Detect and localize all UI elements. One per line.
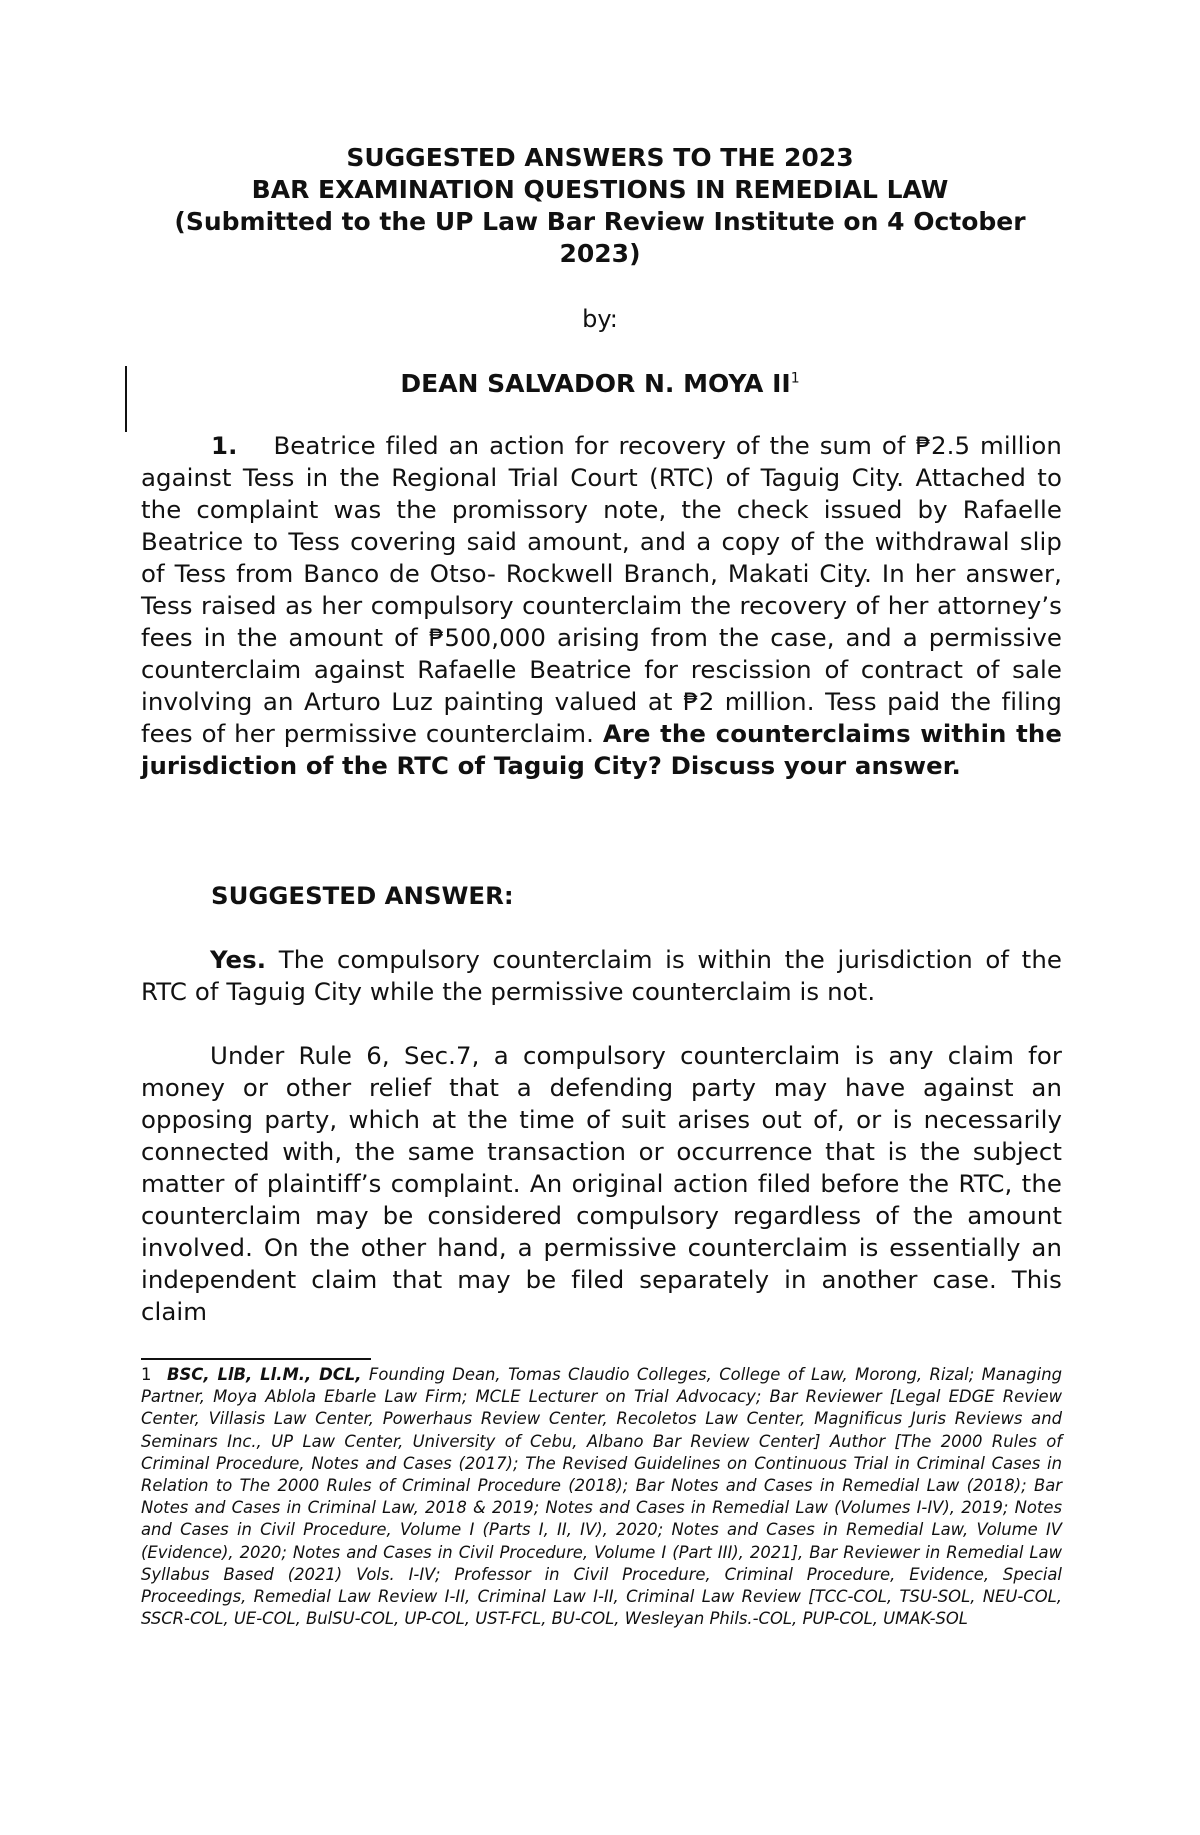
title-line-2: BAR EXAMINATION QUESTIONS IN REMEDIAL LAW [251, 175, 949, 204]
answer-lead: Yes. [210, 945, 267, 974]
author-text: DEAN SALVADOR N. MOYA II [400, 369, 791, 398]
suggested-answer-heading: SUGGESTED ANSWER: [211, 881, 514, 910]
author-name [140, 368, 1060, 400]
title-line-1: SUGGESTED ANSWERS TO THE 2023 [346, 143, 854, 172]
question-text: Beatrice filed an action for recovery of the sum of ₱2.5 million against Tess in the Regional Trial Court (RTC) of Taguig City. Attached to the complaint was the promissory note, the check issued by Rafaelle Beatrice to Tess covering said amount, and a copy of the withdrawal slip of Tess from Banco de Otso- Rockwell Branch, Makati City. In her answer, Tess raised as her compulsory counterclaim the recovery of her attorney’s fees in the amount of ₱500,000 arising from the case, and a permissive counterclaim against Rafaelle Beatrice for rescission of contract of sale involving an Arturo Luz painting valued at ₱2 million. Tess paid the filing fees of her permissive counterclaim. [141, 431, 1062, 748]
answer-paragraph-2 [141, 1040, 1062, 1328]
footnote-1 [141, 1364, 1062, 1630]
question-1 [141, 430, 1062, 782]
title-line-3: (Submitted to the UP Law Bar Review Institute on 4 October 2023) [174, 207, 1026, 268]
document-title [140, 142, 1060, 270]
revision-bar [125, 366, 127, 432]
answer-text-2: Under Rule 6, Sec.7, a compulsory counterclaim is any claim for money or other relief that a defending party may have against an opposing party, which at the time of suit arises out of, or is necessarily connected with, the same transaction or occurrence that is the subject matter of plaintiff’s complaint. An original action filed before the RTC, the counterclaim may be considered compulsory regardless of the amount involved. On the other hand, a permissive counterclaim is essentially an independent claim that may be filed separately in another case. This claim [141, 1041, 1062, 1326]
question-number: 1. [211, 431, 238, 460]
footnote-separator [141, 1358, 371, 1360]
footnote-number: 1 [141, 1365, 152, 1384]
answer-text-1: The compulsory counterclaim is within the jurisdiction of the RTC of Taguig City while the permissive counterclaim is not. [141, 945, 1062, 1006]
answer-paragraph-1 [141, 944, 1062, 1008]
question-prompt: Are the counterclaims within the jurisdiction of the RTC of Taguig City? Discuss your answer. [141, 719, 1062, 780]
author-footnote-ref: 1 [790, 370, 800, 387]
footnote-text: Founding Dean, Tomas Claudio Colleges, College of Law, Morong, Rizal; Managing Partner, Moya Ablola Ebarle Law Firm; MCLE Lecturer on Trial Advocacy; Bar Reviewer [Legal EDGE Review Center, Villasis Law Center, Powerhaus Review Center, Recoletos Law Center, Magnificus Juris Reviews and Seminars Inc., UP Law Center, University of Cebu, Albano Bar Review Center] Author [The 2000 Rules of Criminal Procedure, Notes and Cases (2017); The Revised Guidelines on Continuous Trial in Criminal Cases in Relation to The 2000 Rules of Criminal Procedure (2018); Bar Notes and Cases in Remedial Law (2018); Bar Notes and Cases in Criminal Law, 2018 & 2019; Notes and Cases in Remedial Law (Volumes I-IV), 2019; Notes and Cases in Civil Procedure, Volume I (Parts I, II, IV), 2020; Notes and Cases in Remedial Law, Volume IV (Evidence), 2020; Notes and Cases in Civil Procedure, Volume I (Part III), 2021], Bar Reviewer in Remedial Law Syllabus Based (2021) Vols. I-IV; Professor in Civil Procedure, Criminal Procedure, Evidence, Special Proceedings, Remedial Law Review I-II, Criminal Law I-II, Criminal Law Review [TCC-COL, TSU-SOL, NEU-COL, SSCR-COL, UE-COL, BulSU-COL, UP-COL, UST-FCL, BU-COL, Wesleyan Phils.-COL, PUP-COL, UMAK-SOL [141, 1365, 1063, 1629]
footnote-credentials: BSC, LlB, Ll.M., DCL, [167, 1365, 362, 1384]
by-line: by: [582, 305, 618, 333]
